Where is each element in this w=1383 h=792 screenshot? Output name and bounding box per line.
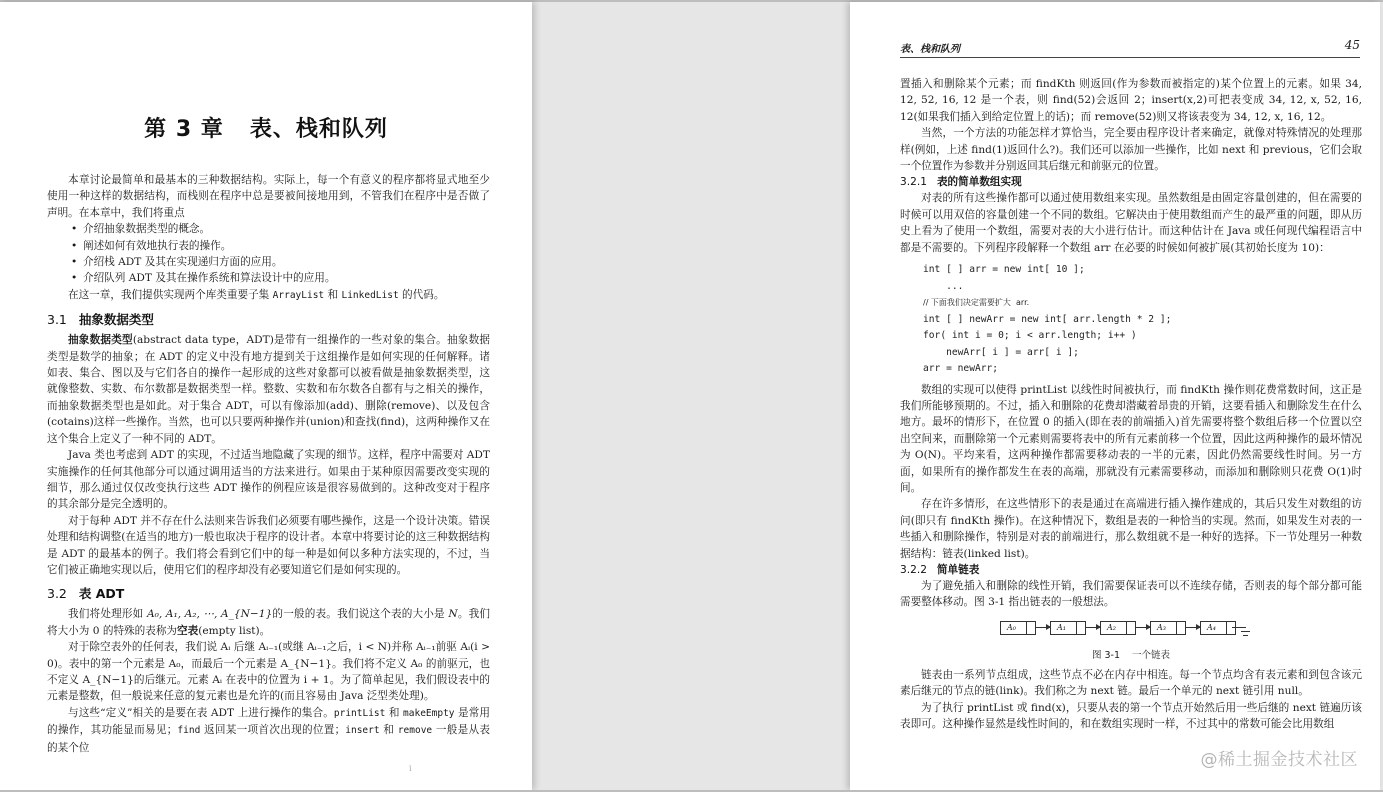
code-line: newArr[ i ] = arr[ i ];	[923, 346, 1079, 358]
left-page	[0, 2, 532, 790]
code-find: find	[177, 725, 201, 737]
linked-list-paragraph-2: 链表由一系列节点组成，这些节点不必在内存中相连。每一个节点均含有表元素和到包含该元素后继元的节点的链(link)。我们称之为 next 链。最后一个单元的 next 链引用 null。	[900, 668, 1362, 698]
text: 与这些“定义”相关的是要在表 ADT 上进行操作的集合。	[68, 706, 334, 719]
next-arrow	[1086, 627, 1100, 628]
section-heading-3-2-2	[900, 562, 1362, 578]
text: 的代码。	[398, 288, 445, 301]
section-title: 表的简单数组实现	[936, 176, 1022, 189]
right-page	[850, 2, 1380, 790]
chapter-number: 第 3 章	[144, 117, 224, 142]
array-impl-paragraph-2: 数组的实现可以使得 printList 以线性时间被执行，而 findKth 操作则花费常数时间，这正是我们所能够预期的。不过，插入和删除的花费却潜藏着昂贵的开销，这要看插入和删除发生在什么地方。最坏的情形下，在位置 0 的插入(即在表的前端插入)首先需要将整个数组后移一个位置以空出空间来，而删除第一个元素则需要将表中的所有元素前移一个位置，因此这两种操作的最坏情况为 O(N)。平均来看，这两种操作都需要移动表的一半的元素，因此仍然需要线性时间。另一方面，如果所有的操作都发生在表的高端，那就没有元素需要移动，而添加和删除则只花费 O(1)时间。	[900, 383, 1362, 494]
chapter-name: 表、栈和队列	[249, 117, 388, 142]
text: (empty list)。	[198, 624, 271, 637]
list-adt-paragraph-2: 对于除空表外的任何表，我们说 Aᵢ 后继 Aᵢ₋₁(或继 Aᵢ₋₁之后，i < N)并称 Aᵢ₋₁前驱 Aᵢ(i > 0)。表中的第一个元素是 A₀，而最后一个元素是 A_{N−1}。我们将不定义 A₀ 的前驱元，也不定义 A_{N−1}的后继元。元素 Aᵢ 在表中的位置为 i + 1。为了简单起见，我们假设表中的元素是整数，但一般说来任意的复元素也是允许的(而且容易由 Java 泛型类处理)。	[47, 641, 490, 703]
text: 一般是从表的某个位	[47, 724, 490, 754]
chapter-title	[0, 112, 532, 143]
section-number: 3.2	[47, 586, 67, 602]
code-linkedlist: LinkedList	[341, 289, 399, 301]
null-ground-icon	[1241, 631, 1250, 637]
adt-paragraph-1	[47, 332, 490, 447]
section-title: 抽象数据类型	[78, 312, 154, 328]
text: 和	[379, 724, 398, 737]
figure-title: 一个链表	[1132, 649, 1171, 661]
running-head-title: 表、栈和队列	[900, 44, 960, 55]
figure-caption	[900, 647, 1362, 661]
next-arrow	[1136, 627, 1150, 628]
text: 。我们将大小为 0 的特殊的表称为	[47, 608, 490, 637]
text: 和	[385, 706, 404, 719]
code-line: arr = newArr;	[923, 363, 999, 375]
text: 和	[324, 288, 342, 301]
section-heading-3-1	[47, 310, 490, 330]
code-insert: insert	[345, 725, 380, 737]
code-line: for( int i = 0; i < arr.length; i++ )	[923, 330, 1137, 342]
linked-list-paragraph-1: 为了避免插入和删除的线性开销，我们需要保证表可以不连续存储，否则表的每个部分都可能需要整体移动。图 3-1 指出链表的一般想法。	[900, 580, 1362, 609]
code-printlist: printList	[333, 707, 386, 719]
left-page-body	[47, 172, 490, 756]
list-node: A₀	[1000, 621, 1036, 635]
next-arrow	[1186, 627, 1200, 628]
text: (abstract data type，ADT)是带有一组操作的一些对象的集合。抽象数据类型是数学的抽象；在 ADT 的定义中没有地方提到关于这组操作是如何实现的任何解释。诸如表、集合、图以及与它们各自的操作一起形成的这些对象都可以被看做是抽象数据类型，这就像整数、实数、布尔数都是数据类型一样。整数、实数和布尔数各自都有与之相关的操作，而抽象数据类型也是如此。对于集合 ADT，可以有像添加(add)、删除(remove)、以及包含(cotains)这样一些操作。当然，也可以只要两种操作并(union)和查找(find)，这两种操作又在这个集合上定义了一种不同的 ADT。	[47, 334, 490, 445]
array-impl-paragraph-3: 存在许多情形，在这些情形下的表是通过在高端进行插入操作建成的，其后只发生对数组的访问(即只有 findKth 操作)。在这种情况下，数组是表的一种恰当的实现。然而，如果发生对表的一些插入和删除操作，特别是对表的前端进行，那么数组就不是一种好的选择。下一节处理另一种数据结构：链表(linked list)。	[900, 498, 1362, 560]
text: 我们将处理形如	[68, 608, 147, 621]
section-number: 3.2.1	[900, 176, 927, 189]
list-adt-paragraph-3	[47, 705, 490, 756]
linked-list-paragraph-3: 为了执行 printList 或 find(x)，只要从表的第一个节点开始然后用一些后继的 next 链遍历该表即可。这种操作显然是线性时间的，和在数组实现时一样，不过其中的常数可能会比用数组	[900, 701, 1362, 731]
section-heading-3-2-1	[900, 174, 1362, 190]
math-n: N	[448, 608, 458, 621]
code-block	[900, 262, 1362, 378]
array-impl-paragraph-1: 对表的所有这些操作都可以通过使用数组来实现。虽然数组是由固定容量创建的，但在需要的时候可以用双倍的容量创建一个不同的数组。它解决由于使用数组而产生的最严重的问题，即从历史上看为了使用一个数组，需要对表的大小进行估计。而这种估计在 Java 或任何现代编程语言中都是不需要的。下列程序段解释一个数组 arr 在必要的时候如何被扩展(其初始长度为 10)：	[900, 192, 1362, 254]
code-line: ...	[923, 280, 964, 292]
text: 的一般的表。我们说这个表的大小是	[272, 608, 449, 621]
section-title: 表 ADT	[78, 586, 125, 602]
watermark: @稀土掘金技术社区	[1200, 750, 1358, 770]
running-head	[900, 38, 1360, 58]
intro-closing	[47, 287, 490, 304]
code-line: int [ ] arr = new int[ 10 ];	[923, 264, 1085, 276]
bullet-item: • 阐述如何有效地执行表的操作。	[71, 238, 490, 254]
right-page-body	[900, 76, 1362, 732]
text: 是常用的操作，其功能显而易见；	[47, 706, 490, 737]
figure-number: 图 3-1	[1091, 649, 1121, 661]
bullet-item: • 介绍抽象数据类型的概念。	[71, 221, 490, 237]
term-empty-list: 空表	[177, 624, 199, 637]
math-sequence: A₀, A₁, A₂, ⋯, A_{N−1}	[146, 608, 273, 621]
code-remove: remove	[397, 725, 433, 737]
paragraph-methods: 当然，一个方法的功能怎样才算恰当，完全要由程序设计者来确定，就像对特殊情况的处理那样(例如，上述 find(1)返回什么?)。我们还可以添加一些操作，比如 next 和 previous，它们会取一个位置作为参数并分别返回其后继元和前驱元的位置。	[900, 127, 1362, 173]
list-node: A₁	[1050, 621, 1086, 635]
list-node: A₂	[1100, 621, 1136, 635]
page-mark: i	[409, 764, 412, 773]
code-makeempty: makeEmpty	[403, 707, 455, 719]
bullet-item: • 介绍队列 ADT 及其在操作系统和算法设计中的应用。	[71, 270, 490, 286]
page-number: 45	[1344, 38, 1360, 52]
code-line: int [ ] newArr = new int[ arr.length * 2 ];	[923, 313, 1172, 325]
adt-paragraph-2: Java 类也考虑到 ADT 的实现，不过适当地隐藏了实现的细节。这样，程序中需要对 ADT 实施操作的任何其他部分可以通过调用适当的方法来进行。如果由于某种原因需要改变实现的细节，那么通过仅仅改变执行这些 ADT 操作的例程应该是很容易做到的。这种改变对于程序的其余部分是完全透明的。	[47, 449, 490, 511]
null-link	[1232, 627, 1246, 628]
code-comment: // 下面我们决定需要扩大 arr.	[923, 298, 1030, 308]
section-number: 3.2.2	[900, 564, 927, 577]
list-node: A₃	[1150, 621, 1186, 635]
code-arraylist: ArrayList	[272, 289, 325, 301]
text: 在这一章，我们提供实现两个库类重要子集	[68, 288, 273, 301]
text: 返回某一项首次出现的位置；	[200, 724, 346, 737]
section-title: 简单链表	[936, 564, 980, 577]
continued-paragraph: 置插入和删除某个元素；而 findKth 则返回(作为参数而被指定的)某个位置上的元素。如果 34, 12, 52, 16, 12 是一个表，则 find(52)会返回 2；insert(x,2)可把表变成 34, 12, x, 52, 16, 12(如果我们插入到给定位置上的话)；而 remove(52)则又将该表变为 34, 12, x, 16, 12。	[900, 78, 1362, 123]
section-number: 3.1	[47, 312, 67, 328]
section-heading-3-2	[47, 584, 490, 604]
intro-paragraph: 本章讨论最简单和最基本的三种数据结构。实际上，每一个有意义的程序都将显式地至少使用一种这样的数据结构，而栈则在程序中总是要被间接地用到，不管我们在程序中是否做了声明。在本章中，我们将重点	[47, 174, 490, 219]
list-adt-paragraph-1	[47, 606, 490, 639]
adt-paragraph-3: 对于每种 ADT 并不存在什么法则来告诉我们必须要有哪些操作，这是一个设计决策。错误处理和结构调整(在适当的地方)一般也取决于程序的设计者。本章中将要讨论的这三种数据结构是 ADT 的最基本的例子。我们将会看到它们中的每一种是如何以多种方法实现的，不过，当它们被正确地实现以后，使用它们的程序却没有必要知道它们是如何实现的。	[47, 514, 490, 576]
term-adt: 抽象数据类型	[68, 334, 133, 347]
bullet-item: • 介绍栈 ADT 及其在实现递归方面的应用。	[71, 254, 490, 270]
linked-list-figure	[900, 617, 1362, 667]
list-node: A₄	[1200, 621, 1236, 635]
intro-bullet-list	[47, 221, 490, 287]
next-arrow	[1036, 627, 1050, 628]
